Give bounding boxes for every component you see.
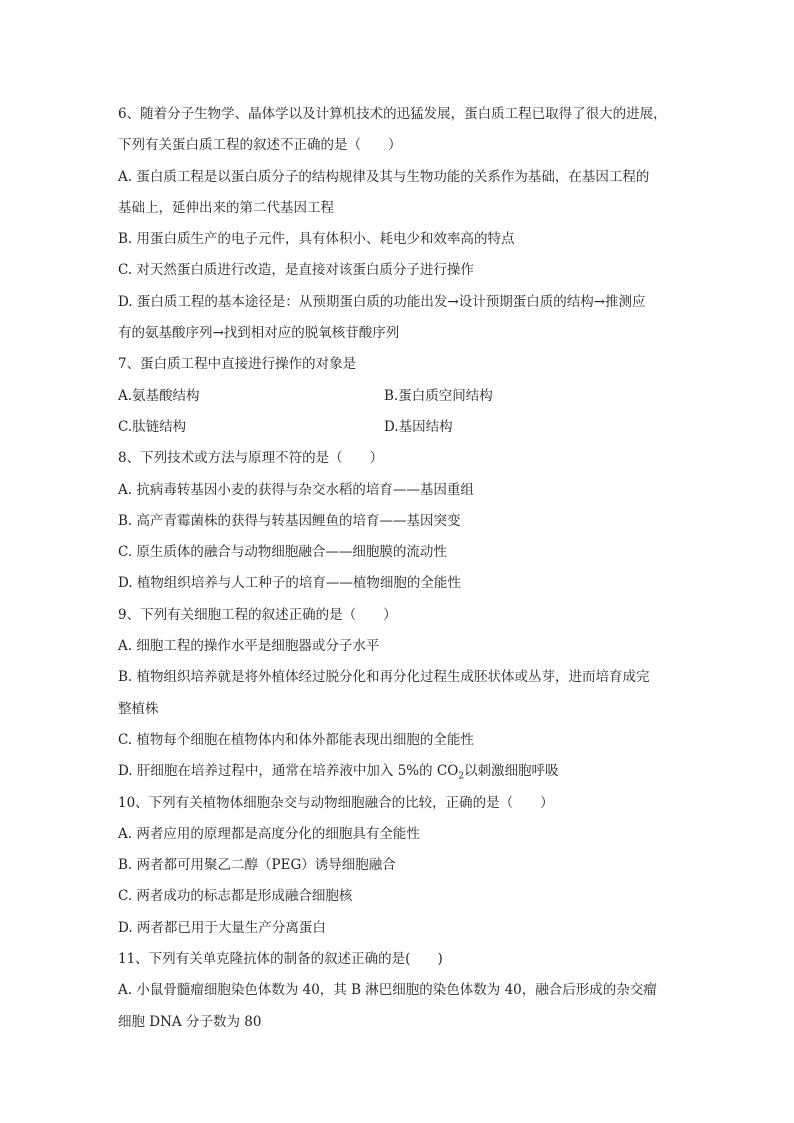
question-7-option-d: D.基因结构 [384, 418, 453, 435]
question-10-option-a: A. 两者应用的原理都是高度分化的细胞具有全能性 [118, 825, 420, 842]
question-9-option-b: B. 植物组织培养就是将外植体经过脱分化和再分化过程生成胚状体或丛芽，进而培育成完 [118, 669, 650, 686]
question-8-stem: 8、下列技术或方法与原理不符的是（ ） [118, 450, 384, 467]
question-10-option-c: C. 两者成功的标志都是形成融合细胞核 [118, 888, 353, 905]
co2-subscript: 2 [458, 771, 465, 782]
question-8-option-a: A. 抗病毒转基因小麦的获得与杂交水稻的培育——基因重组 [118, 481, 474, 498]
question-7-option-a: A.氨基酸结构 [118, 387, 200, 404]
question-7-stem: 7、蛋白质工程中直接进行操作的对象是 [118, 356, 357, 373]
question-6-option-d: D. 蛋白质工程的基本途径是：从预期蛋白质的功能出发→设计预期蛋白质的结构→推测应 [118, 293, 646, 310]
question-8-option-c: C. 原生质体的融合与动物细胞融合——细胞膜的流动性 [118, 544, 447, 561]
question-8-option-d: D. 植物组织培养与人工种子的培育——植物细胞的全能性 [118, 575, 461, 592]
question-7-option-c: C.肽链结构 [118, 418, 187, 435]
question-11-option-a: A. 小鼠骨髓瘤细胞染色体数为 40，其 B 淋巴细胞的染色体数为 40，融合后形成的杂交瘤 [118, 982, 657, 999]
question-11-option-a-cont: 细胞 DNA 分子数为 80 [118, 1013, 262, 1030]
question-9-option-d-text: D. 肝细胞在培养过程中，通常在培养液中加入 5%的 CO [118, 763, 459, 780]
question-7-options-row-2 [118, 412, 680, 443]
document-page [118, 99, 680, 1038]
question-6-option-a-cont: 基础上，延伸出来的第二代基因工程 [118, 199, 334, 216]
question-9-stem: 9、下列有关细胞工程的叙述正确的是（ ） [118, 606, 397, 623]
question-6-option-c: C. 对天然蛋白质进行改造，是直接对该蛋白质分子进行操作 [118, 262, 474, 279]
question-10-option-b: B. 两者都可用聚乙二醇（PEG）诱导细胞融合 [118, 857, 396, 874]
question-6-stem-cont: 下列有关蛋白质工程的叙述不正确的是（ ） [118, 137, 402, 154]
question-10-stem: 10、下列有关植物体细胞杂交与动物细胞融合的比较，正确的是（ ） [118, 794, 554, 811]
question-9-option-d-text-end: 以刺激细胞呼吸 [464, 763, 559, 780]
question-9-option-d [118, 756, 680, 787]
question-6-option-b: B. 用蛋白质生产的电子元件，具有体积小、耗电少和效率高的特点 [118, 231, 515, 248]
question-8-option-b: B. 高产青霉菌株的获得与转基因鲤鱼的培育——基因突变 [118, 512, 461, 529]
question-10-option-d: D. 两者都已用于大量生产分离蛋白 [118, 919, 326, 936]
question-9-option-a: A. 细胞工程的操作水平是细胞器或分子水平 [118, 638, 380, 655]
question-7-option-b: B.蛋白质空间结构 [384, 387, 493, 404]
question-6-option-d-cont: 有的氨基酸序列→找到相对应的脱氧核苷酸序列 [118, 325, 400, 342]
question-6-stem: 6、随着分子生物学、晶体学以及计算机技术的迅猛发展，蛋白质工程已取得了很大的进展， [118, 106, 667, 122]
question-11-stem: 11、下列有关单克隆抗体的制备的叙述正确的是( ) [118, 951, 443, 968]
question-9-option-b-cont: 整植株 [118, 700, 159, 717]
question-6-option-a: A. 蛋白质工程是以蛋白质分子的结构规律及其与生物功能的关系作为基础，在基因工程的 [118, 168, 650, 185]
question-9-option-c: C. 植物每个细胞在植物体内和体外都能表现出细胞的全能性 [118, 731, 474, 748]
question-7-options-row-1 [118, 381, 680, 412]
